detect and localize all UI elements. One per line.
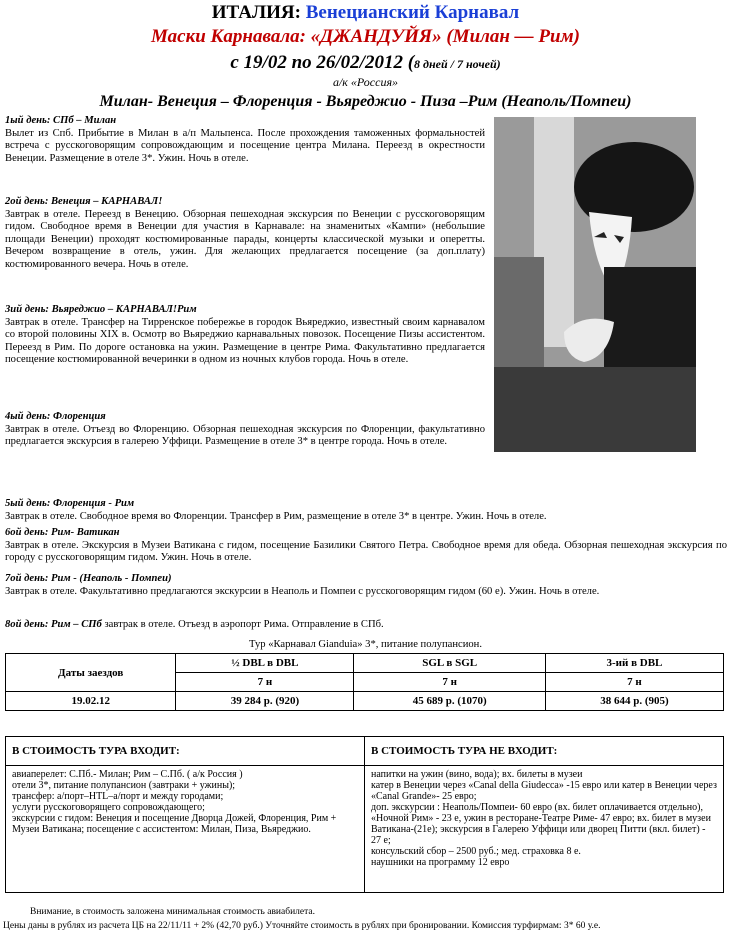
header-line-1 [0, 2, 731, 24]
list-item: отели 3*, питание полупансион (завтраки + ужины); [12, 780, 236, 791]
day-title: 8ой день: Рим – СПб [5, 619, 102, 630]
footer-note-1: Внимание, в стоимость заложена минимальная стоимость авиабилета. [30, 907, 315, 917]
day-text: Завтрак в отеле. Факультативно предлагаются экскурсии в Неаполь и Помпеи с русскоговорящим гидом (60 е). Ужин. Ночь в отеле. [5, 585, 600, 597]
table-header-cell: ½ DBL в DBL [176, 654, 354, 673]
carnival-mask-photo [494, 117, 696, 452]
day-title: 4ый день: Флоренция [5, 411, 106, 422]
table-header-cell: SGL в SGL [354, 654, 545, 673]
day-8 [5, 619, 727, 632]
day-text: Завтрак в отеле. Переезд в Венецию. Обзорная пешеходная экскурсия по Венеции с русскоговорящим гидом. Свободное время в Венеции для участия в Карнавале: на знаменитых «Кампи» (небольшие площади Венеции) проходят костюмированные парады, концерты классической музыки и оперетты. Вечером возвращение в отель, ужин. Для желающих предлагается посещение (за доп.плату) костюмированного вечера. Ночь в отеле. [5, 208, 485, 270]
day-text: Завтрак в отеле. Экскурсия в Музеи Ватикана с гидом, посещение Базилики Святого Петра. Свободное время для обеда. Обзорная пешеходная экскурсия по городу с русскоговорящим гидом. Ужин. Ночь в отеле. [5, 539, 727, 564]
day-text: Завтрак в отеле. Отъезд во Флоренцию. Обзорная пешеходная экскурсия по Флоренции, факультативно предлагается экскурсия в галерею Уффици. Размещение в отеле 3* в центре города. Ночь в отеле. [5, 423, 485, 448]
price-table [5, 653, 724, 711]
list-item: консульский сбор – 2500 руб.; мед. страховка 8 е. [371, 846, 581, 857]
list-item: услуги русскоговорящего сопровождающего; [12, 802, 205, 813]
day-title: 6ой день: Рим- Ватикан [5, 527, 120, 538]
tour-subtitle: Маски Карнавала: «ДЖАНДУЙЯ» (Милан — Рим) [151, 26, 580, 47]
day-title: 5ый день: Флоренция - Рим [5, 498, 135, 509]
tour-title: Венецианский Карнавал [305, 2, 520, 23]
table-header-cell: Даты заездов [6, 654, 176, 692]
day-3 [5, 304, 485, 367]
included-list [6, 766, 365, 893]
day-2 [5, 196, 485, 272]
country: ИТАЛИЯ: [211, 2, 301, 23]
list-item: напитки на ужин (вино, вода); вх. билеты в музеи [371, 769, 583, 780]
not-included-title: В СТОИМОСТЬ ТУРА НЕ ВХОДИТ: [365, 737, 724, 766]
list-item: доп. экскурсии : Неаполь/Помпеи- 60 евро (вх. билет оплачивается отдельно), «Ночной Рим» - 23 е, ужин в ресторане-Театре Риме- 47 евро; вх. билет в музеи Ватикана-(21е); экскурсия в Галерею Уффици или дворец Питти (вкл. билет) - 27 е; [371, 802, 711, 846]
table-header-row [6, 654, 724, 673]
list-item: катер в Венеции через «Canal della Giudecca» -15 евро или катер в Венеции через «Canal Grande»- 25 евро; [371, 780, 717, 802]
table-cell: 7 н [354, 673, 545, 692]
day-title: 7ой день: Рим - (Неаполь - Помпеи) [5, 573, 172, 584]
table-cell: 45 689 р. (1070) [354, 692, 545, 711]
day-text: Завтрак в отеле. Свободное время во Флоренции. Трансфер в Рим, размещение в отеле 3* в центре. Ужин. Ночь в отеле. [5, 510, 547, 522]
dates-text: с 19/02 по 26/02/2012 ( [230, 52, 415, 73]
day-text: Завтрак в отеле. Трансфер на Тирренское побережье в городок Вьяреджио, известный своим карнавалом со второй половины XIX в. Осмотр во Вьяреджио карнавальных повозок. Посещение Пизы ассистентом. Переезд в Рим. По дороге остановка на ужин. Размещение в центре Рима. Факультативно предлагается посещение костюмированной вечеринки в одном из ночных клубов города. Ночь в отеле. [5, 316, 485, 366]
table-cell: 19.02.12 [6, 692, 176, 711]
day-4 [5, 411, 485, 449]
day-1 [5, 115, 485, 165]
list-item: трансфер: а/порт–HTL–а/порт и между городами; [12, 791, 224, 802]
day-title: 2ой день: Венеция – КАРНАВАЛ! [5, 196, 163, 207]
table-cell: 7 н [176, 673, 354, 692]
table-cell: 38 644 р. (905) [545, 692, 723, 711]
day-7 [5, 573, 727, 598]
table-cell: 39 284 р. (920) [176, 692, 354, 711]
inclusions-table [5, 736, 724, 893]
list-item: авиаперелет: С.Пб.- Милан; Рим – С.Пб. ( а/к Россия ) [12, 769, 243, 780]
list-item: наушники на программу 12 евро [371, 857, 510, 868]
day-text: Вылет из Спб. Прибытие в Милан в а/п Мальпенса. После прохождения таможенных формальностей встреча с русскоговорящим сопровождающим и посещение центра Милана. Переезд в окрестности Венеции. Размещение в отеле 3*. Ужин. Ночь в отеле. [5, 127, 485, 164]
footer-note-2: Цены даны в рублях из расчета ЦБ на 22/11/11 + 2% (42,70 руб.) Уточняйте стоимость в рублях при бронировании. Комиссия турфирмам: 3* 60 у.е. [3, 921, 601, 931]
not-included-list [365, 766, 724, 893]
day-text: завтрак в отеле. Отъезд в аэропорт Рима. Отправление в СПб. [104, 619, 384, 630]
tour-dates [0, 52, 731, 74]
day-6 [5, 527, 727, 565]
table-header-cell: 3-ий в DBL [545, 654, 723, 673]
tour-caption: Тур «Карнавал Gianduia» 3*, питание полупансион. [249, 639, 482, 650]
airline: а/к «Россия» [332, 75, 399, 89]
table-row [6, 692, 724, 711]
table-cell: 7 н [545, 673, 723, 692]
included-title: В СТОИМОСТЬ ТУРА ВХОДИТ: [6, 737, 365, 766]
duration-text: 8 дней / 7 ночей) [414, 57, 501, 71]
route: Милан- Венеция – Флоренция - Вьяреджио - Пиза –Рим (Неаполь/Помпеи) [99, 93, 632, 110]
day-5 [5, 498, 727, 523]
day-title: 3ий день: Вьяреджио – КАРНАВАЛ!Рим [5, 304, 197, 315]
day-title: 1ый день: СПб – Милан [5, 115, 117, 126]
list-item: экскурсии с гидом: Венеция и посещение Дворца Дожей, Флоренция, Рим + Музеи Ватикана; посещение с ассистентом: Милан, Пиза, Вьяреджио. [12, 813, 337, 835]
